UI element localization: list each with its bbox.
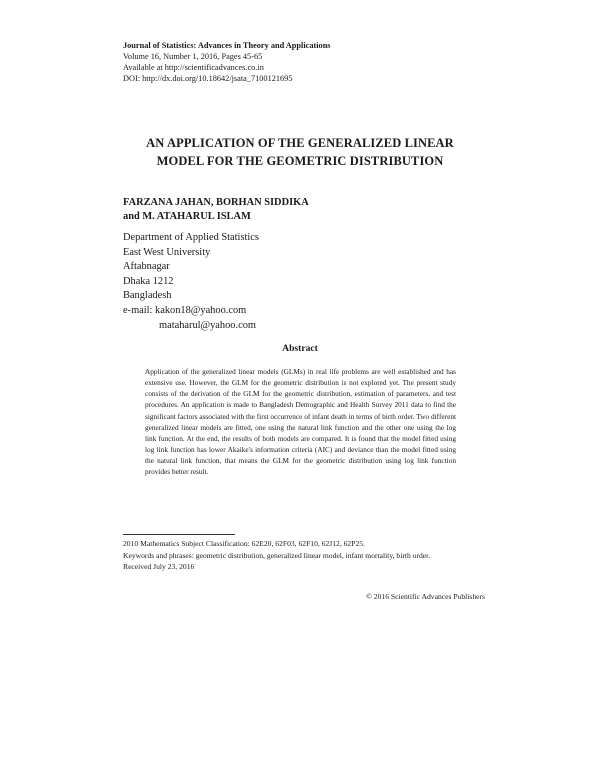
received-date: Received July 23, 2016 bbox=[123, 562, 195, 572]
authors-line-1: FARZANA JAHAN, BORHAN SIDDIKA bbox=[123, 197, 309, 208]
journal-header bbox=[123, 40, 483, 84]
email-secondary: mataharul@yahoo.com bbox=[159, 319, 256, 331]
subject-classification: 2010 Mathematics Subject Classification: 62E20, 62F03, 62F10, 62J12, 62P25. bbox=[123, 539, 365, 548]
journal-availability: Available at http://scientificadvances.co.in bbox=[123, 63, 264, 72]
affiliation-department: Department of Applied Statistics bbox=[123, 232, 259, 243]
affiliation-university: East West University bbox=[123, 246, 211, 258]
keywords: Keywords and phrases: geometric distribution, generalized linear model, infant mortality, birth order. bbox=[123, 550, 431, 560]
title-line-2: MODEL FOR THE GEOMETRIC DISTRIBUTION bbox=[156, 154, 444, 168]
journal-name: Journal of Statistics: Advances in Theory and Applications bbox=[123, 41, 331, 50]
title-line-1: AN APPLICATION OF THE GENERALIZED LINEAR bbox=[146, 136, 454, 150]
affiliation-country: Bangladesh bbox=[123, 290, 172, 302]
abstract-body: Application of the generalized linear models (GLMs) in real life problems are well established and has extensive use. However, the GLM for the geometric distribution is not explored yet. The present study consists of the derivation of the GLM for the geometric distribution, estimation of parameters, and test procedures. An application is made to Bangladesh Demographic and Health Survey 2011 data to find the significant factors associated with the first occurrence of infant death in terms of birth order. Two different generalized linear models are fitted, one using the natural link function and the other one using the log link function. At the end, the results of both models are compared. It is found that the model fitted using log link function has lower Akaike's information criteria (AIC) and deviance than the model fitted using the natural link function, that means the GLM for the geometric distribution using log link function provides better result. bbox=[145, 367, 456, 477]
author-list bbox=[123, 196, 309, 224]
affiliation-block bbox=[123, 231, 259, 333]
affiliation-area: Aftabnagar bbox=[123, 261, 170, 273]
email-primary: e-mail: kakon18@yahoo.com bbox=[123, 304, 247, 316]
copyright-notice: © 2016 Scientific Advances Publishers bbox=[366, 592, 485, 601]
affiliation-city: Dhaka 1212 bbox=[123, 275, 174, 287]
authors-line-2: and M. ATAHARUL ISLAM bbox=[123, 211, 251, 222]
abstract-heading: Abstract bbox=[282, 343, 318, 354]
journal-volume: Volume 16, Number 1, 2016, Pages 45-65 bbox=[123, 52, 263, 61]
footnote-divider bbox=[123, 534, 235, 535]
footnotes bbox=[123, 538, 483, 573]
paper-title bbox=[100, 134, 500, 170]
journal-doi: DOI: http://dx.doi.org/10.18642/jsata_7100121695 bbox=[123, 74, 293, 83]
